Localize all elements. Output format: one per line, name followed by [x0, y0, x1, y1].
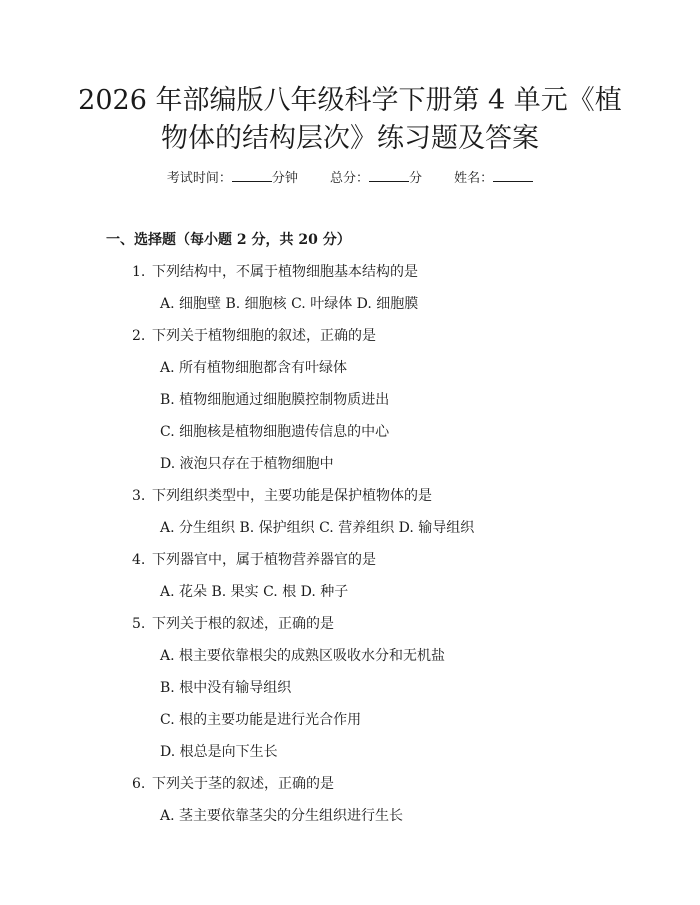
question-text: 下列关于根的叙述，正确的是 [152, 616, 334, 632]
total-score-label: 总分： [329, 171, 369, 186]
question-number: 2. [132, 328, 146, 344]
question-4-options: A. 花朵 B. 果实 C. 根 D. 种子 [160, 584, 349, 600]
question-number: 4. [132, 552, 146, 568]
question-2-option-b: B. 植物细胞通过细胞膜控制物质进出 [160, 392, 390, 408]
exam-time-field [167, 168, 298, 189]
exam-time-label: 考试时间： [166, 171, 232, 186]
section-heading: 一、选择题（每小题 2 分，共 20 分） [106, 232, 351, 248]
exam-info-row [0, 168, 700, 189]
question-number: 6. [132, 776, 146, 792]
exam-time-blank[interactable] [232, 168, 272, 182]
question-4 [132, 550, 376, 570]
question-number: 1. [132, 264, 146, 280]
question-text: 下列组织类型中，主要功能是保护植物体的是 [152, 488, 432, 504]
question-5 [132, 614, 334, 634]
question-5-option-a: A. 根主要依靠根尖的成熟区吸收水分和无机盐 [160, 648, 446, 664]
exam-time-unit: 分钟 [271, 171, 298, 186]
question-2-option-d: D. 液泡只存在于植物细胞中 [160, 456, 334, 472]
total-score-blank[interactable] [369, 168, 409, 182]
question-1-options: A. 细胞壁 B. 细胞核 C. 叶绿体 D. 细胞膜 [160, 296, 419, 312]
student-name-blank[interactable] [493, 168, 533, 182]
question-text: 下列关于植物细胞的叙述，正确的是 [152, 328, 376, 344]
title-line-1: 2026 年部编版八年级科学下册第 4 单元《植 [78, 85, 622, 116]
page-title [60, 82, 640, 158]
question-2 [132, 326, 376, 346]
question-2-option-c: C. 细胞核是植物细胞遗传信息的中心 [160, 424, 390, 440]
question-6-option-a: A. 茎主要依靠茎尖的分生组织进行生长 [160, 808, 404, 824]
question-5-option-b: B. 根中没有输导组织 [160, 680, 292, 696]
question-5-option-c: C. 根的主要功能是进行光合作用 [160, 712, 362, 728]
question-2-option-a: A. 所有植物细胞都含有叶绿体 [160, 360, 348, 376]
question-3-options: A. 分生组织 B. 保护组织 C. 营养组织 D. 输导组织 [160, 520, 475, 536]
total-score-unit: 分 [409, 171, 423, 186]
question-1 [132, 262, 418, 282]
question-number: 5. [132, 616, 146, 632]
student-name-label: 姓名： [454, 171, 494, 186]
total-score-field [330, 168, 422, 189]
question-number: 3. [132, 488, 146, 504]
title-line-2: 物体的结构层次》练习题及答案 [161, 123, 539, 154]
question-6 [132, 774, 334, 794]
question-5-option-d: D. 根总是向下生长 [160, 744, 278, 760]
question-3 [132, 486, 432, 506]
question-text: 下列结构中，不属于植物细胞基本结构的是 [152, 264, 418, 280]
question-text: 下列关于茎的叙述，正确的是 [152, 776, 334, 792]
student-name-field [454, 168, 533, 189]
question-text: 下列器官中，属于植物营养器官的是 [152, 552, 376, 568]
